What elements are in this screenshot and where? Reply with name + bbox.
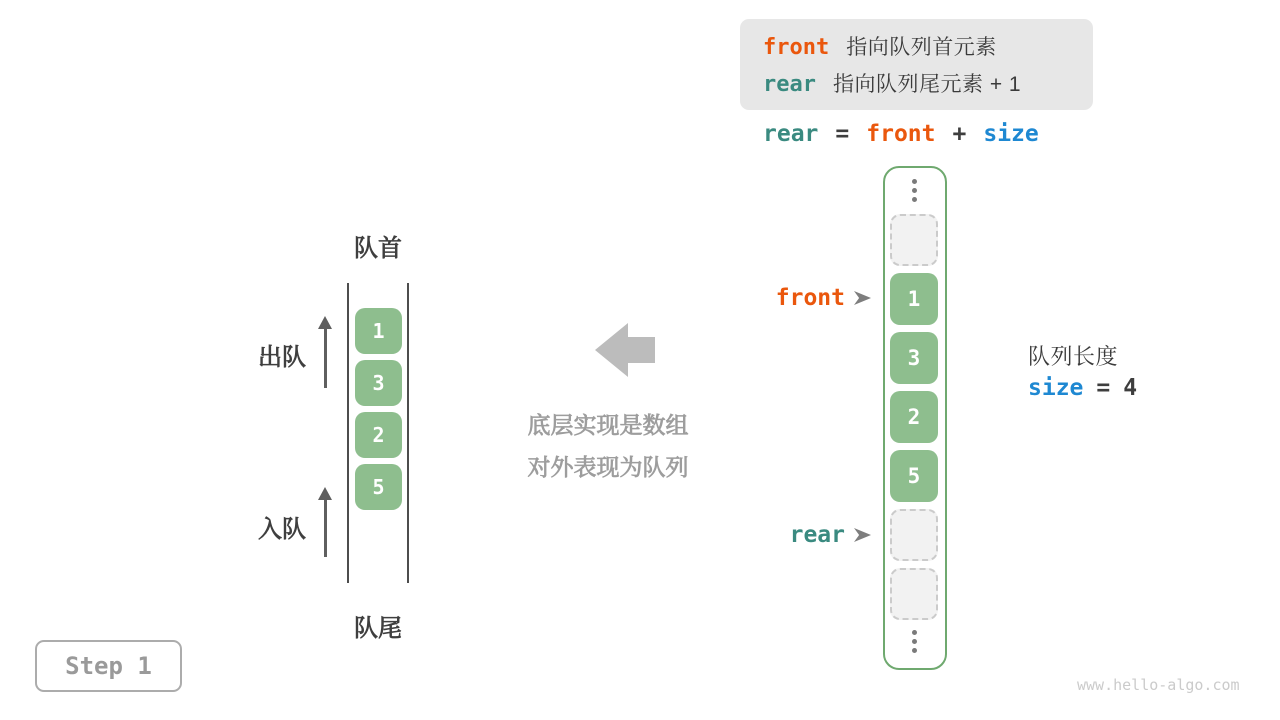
queue-cell-1: 1 — [355, 308, 402, 354]
ellipsis-top-icon — [912, 179, 917, 202]
size-keyword: size — [1028, 375, 1084, 401]
array-cell-rear-empty — [890, 509, 938, 561]
center-caption — [505, 404, 711, 488]
front-pointer — [776, 284, 871, 312]
rear-pointer-label: rear — [789, 522, 845, 548]
formula-size: size — [983, 121, 1039, 147]
queue-cell-2: 3 — [355, 360, 402, 406]
array-cell-empty-bottom — [890, 568, 938, 620]
array-cell-4: 5 — [890, 450, 938, 502]
rear-pointer-arrow-icon — [854, 528, 871, 542]
left-block-arrow-icon — [595, 323, 655, 377]
formula-rear: rear — [763, 121, 819, 147]
queue-left-wall — [347, 283, 349, 583]
rear-pointer — [790, 521, 871, 549]
enqueue-label: 入队 — [258, 516, 306, 543]
ellipsis-bottom-icon — [912, 630, 917, 653]
legend-rear-line — [763, 66, 1093, 103]
array-cell-3: 2 — [890, 391, 938, 443]
rear-formula — [763, 120, 1039, 148]
front-pointer-arrow-icon — [854, 291, 871, 305]
formula-front: front — [866, 121, 936, 147]
rear-description: 指向队列尾元素 + 1 — [832, 73, 1022, 96]
size-value: 4 — [1123, 375, 1138, 401]
queue-right-wall — [407, 283, 409, 583]
front-pointer-label: front — [775, 285, 845, 311]
rear-keyword: rear — [763, 72, 816, 97]
center-caption-line1: 底层实现是数组 — [527, 412, 689, 438]
array-cell-front: 1 — [890, 273, 938, 325]
enqueue-up-arrow — [324, 499, 327, 557]
size-equals: = — [1096, 375, 1111, 401]
formula-equals: = — [835, 121, 850, 147]
formula-plus: + — [952, 121, 967, 147]
array-cell-2: 3 — [890, 332, 938, 384]
queue-cell-3: 2 — [355, 412, 402, 458]
queue-length-value — [1028, 374, 1137, 402]
dequeue-label: 出队 — [258, 344, 306, 371]
center-caption-line2: 对外表现为队列 — [527, 454, 689, 480]
step-badge: Step 1 — [35, 640, 182, 692]
queue-cell-4: 5 — [355, 464, 402, 510]
array-cell-empty-top — [890, 214, 938, 266]
front-keyword: front — [763, 35, 830, 60]
legend-front-line — [763, 29, 1093, 66]
site-watermark: www.hello-algo.com — [1077, 676, 1240, 694]
front-description: 指向队列首元素 — [846, 36, 997, 59]
queue-length-title: 队列长度 — [1028, 344, 1119, 369]
queue-head-label: 队首 — [354, 235, 402, 262]
queue-tail-label: 队尾 — [354, 615, 402, 642]
pointer-legend-box — [740, 19, 1093, 110]
dequeue-up-arrow — [324, 328, 327, 388]
